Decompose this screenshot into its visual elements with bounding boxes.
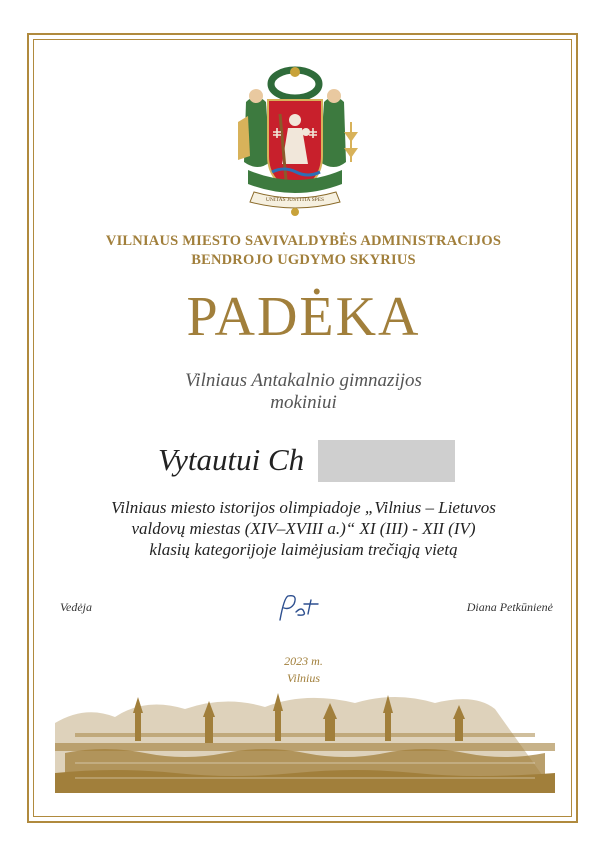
description-line-3: klasių kategorijoje laimėjusiam trečiąją vietą	[149, 540, 458, 559]
signatory-name: Diana Petkūnienė	[466, 600, 553, 614]
organization-line-1: VILNIAUS MIESTO SAVIVALDYBĖS ADMINISTRACIJOS	[105, 233, 502, 249]
redaction-box	[318, 440, 455, 482]
vilnius-panorama-engraving	[55, 683, 555, 793]
recipient-school	[0, 370, 607, 414]
organization-line-2: BENDROJO UGDYMO SKYRIUS	[191, 252, 416, 268]
recipient-name: Vytautui Ch	[158, 442, 305, 477]
issue-year: 2023 m.	[284, 654, 323, 668]
issue-city: Vilnius	[286, 671, 321, 685]
school-line-1: Vilniaus Antakalnio gimnazijos	[185, 370, 422, 391]
achievement-description	[0, 497, 607, 560]
description-line-1: Vilniaus miesto istorijos olimpiadoje „Vilnius – Lietuvos	[111, 498, 496, 517]
description-line-2: valdovų miestas (XIV–XVIII a.)“ XI (III) - XII (IV)	[131, 519, 476, 538]
vilnius-coat-of-arms	[228, 62, 362, 220]
signatory-role: Vedėja	[60, 600, 92, 614]
school-line-2: mokiniui	[270, 392, 337, 413]
certificate-title: PADĖKA	[186, 286, 421, 348]
handwritten-signature	[274, 590, 334, 624]
crest-motto: UNITAS JUSTITIA SPES	[265, 197, 325, 203]
